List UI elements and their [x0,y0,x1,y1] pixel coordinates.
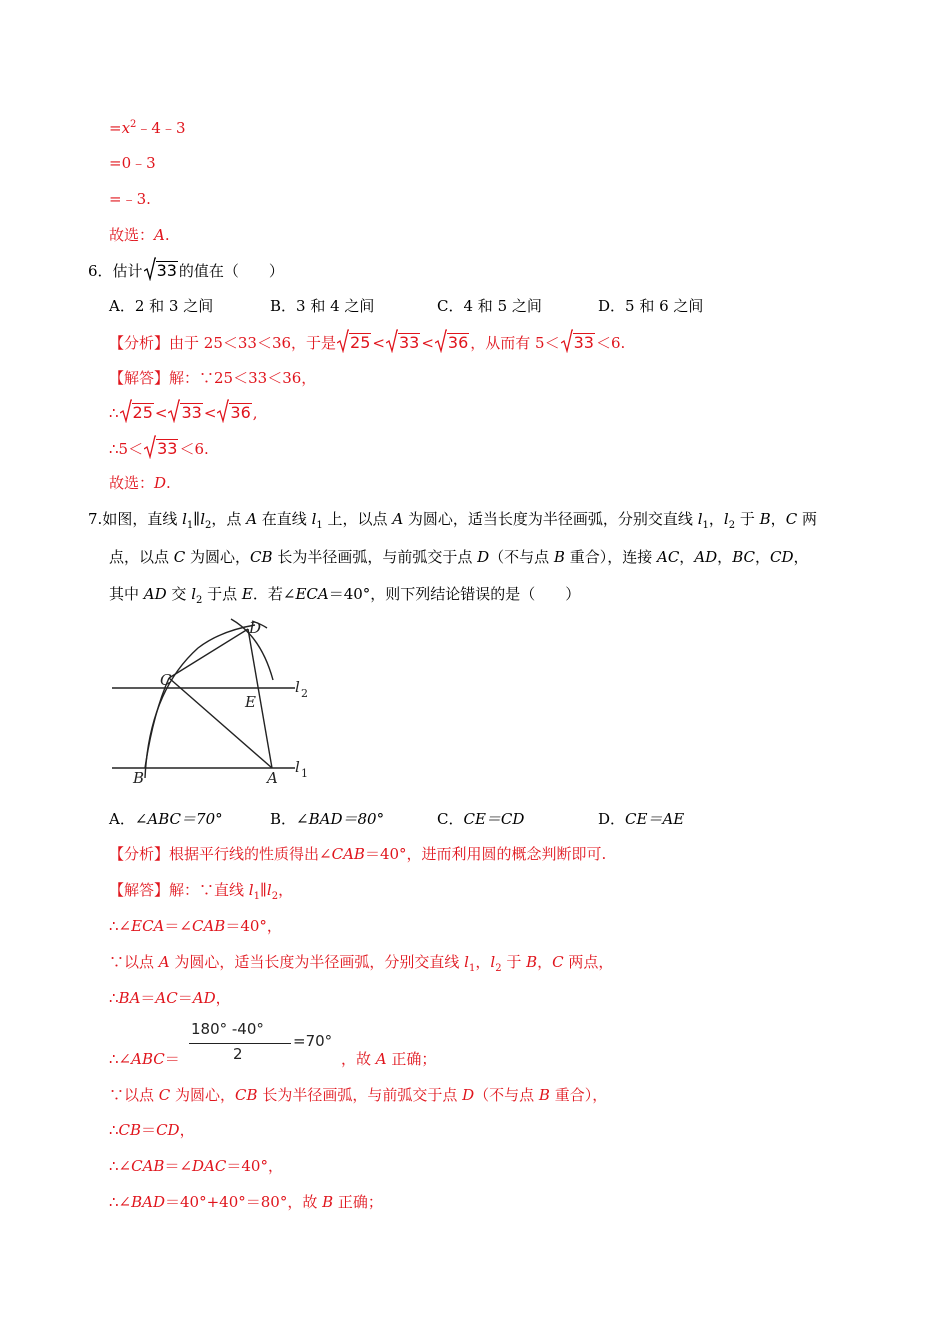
answer-tag: 【解答】 [109,881,170,899]
choice-label: 故选： [109,226,155,244]
var: A [375,1050,387,1068]
text: ， [537,953,553,971]
question-7-stem-line2 [109,547,809,567]
subscript: 1 [468,963,476,974]
var: CB [118,1121,142,1139]
text: ＝ [164,1050,180,1068]
text: 上，以点 [322,510,393,528]
option-text: ∠ABC＝70° [134,810,223,828]
radicand: 33 [573,333,594,352]
var: A [392,510,404,528]
var: D [462,1086,475,1104]
segment-ac [169,678,272,768]
text: 其中 [109,585,144,603]
solution-line [109,118,186,138]
var-l: l [697,510,703,528]
less-than: < [421,334,434,352]
option-text: 4 和 5 之间 [463,297,542,315]
var-l: l [464,953,469,971]
text: 长为半径画弧，与前弧交于点 [272,548,478,566]
var: C [173,548,186,566]
question-number: 6． [88,262,113,280]
solution-line [109,403,258,423]
text: 如图，直线 [102,510,183,528]
text: ＜6. [179,440,209,458]
sqrt-25 [120,403,154,423]
text: ∴ [109,989,119,1007]
sqrt-36 [217,403,251,423]
solution-line [109,1156,283,1176]
radicand: 33 [181,403,202,422]
option-c[interactable] [437,809,524,829]
text: ∵以点 [109,1086,159,1104]
var: ECA [295,585,329,603]
text: ， [793,548,809,566]
text: = [109,119,122,137]
answer-tag: 【解答】 [109,369,170,387]
less-than: < [203,404,217,422]
text: 估计 [112,262,143,280]
subscript: 2 [205,520,212,531]
text: ，从而有 5＜ [470,334,560,352]
question-7-stem-line3 [109,584,580,604]
text: 为圆心，适当长度为半径画弧，分别交直线 [169,953,465,971]
label-d: D [249,619,262,637]
var: CB [235,1086,258,1104]
solution-line [109,439,209,459]
text: 两 [797,510,817,528]
geometry-figure [105,612,325,792]
text: ＝∠ [164,1157,193,1175]
var: C [785,510,798,528]
radicand: 33 [157,439,178,458]
text: 正确； [386,1050,437,1068]
var-l: l [723,510,729,528]
option-text: CE＝AE [625,810,685,828]
option-text: CE＝CD [463,810,525,828]
solution-line [109,988,231,1008]
fraction-bar [189,1043,291,1044]
label-l1: l [295,758,300,776]
var: DAC [192,1157,227,1175]
text: 为圆心，适当长度为半径画弧，分别交直线 [403,510,698,528]
option-label: B． [270,297,297,315]
text: ， [215,989,231,1007]
solution-line [109,916,282,936]
fraction-image [189,1020,333,1068]
var: A [158,953,170,971]
solution-line [109,1120,195,1140]
sqrt-36 [435,333,469,353]
text: ，故 [341,1050,376,1068]
var: A [246,510,258,528]
option-b[interactable] [270,809,384,829]
text: 于点 [202,585,242,603]
option-label: B． [270,810,297,828]
var: B [526,953,538,971]
text: ∵以点 [109,953,159,971]
text: 解：∵25＜33＜36， [169,369,317,387]
text: ＝40°，则下列结论错误的是（ ） [328,585,581,603]
subscript: 2 [196,595,203,606]
option-label: C． [437,810,464,828]
subscript: 1 [316,520,323,531]
text: 解：∵直线 [169,881,249,899]
var-l: l [248,881,254,899]
sqrt-33 [386,333,420,353]
var: BC [732,548,755,566]
option-label: D． [598,810,626,828]
text: 的值在（ ） [178,262,284,280]
option-a[interactable] [109,809,223,829]
segment-cd [169,629,248,678]
choice-line [109,225,170,245]
text: ＝40°，进而利用圆的概念判断即可. [364,845,607,863]
text: 长为半径画弧，与前弧交于点 [257,1086,463,1104]
radicand: 33 [156,261,177,280]
option-label: A． [109,810,135,828]
text: ∴∠ [109,1193,132,1211]
option-d[interactable] [598,296,703,316]
option-text: 3 和 4 之间 [296,297,375,315]
var: CAB [331,845,365,863]
solution-line [109,952,613,972]
less-than: < [154,404,168,422]
option-d[interactable] [598,809,684,829]
label-a: A [267,769,278,787]
text: ＝40°+40°＝80°，故 [165,1193,323,1211]
var: BA [118,989,141,1007]
text: ＝40°， [225,917,282,935]
arc-center-a [145,625,255,778]
therefore: ∴ [109,440,119,458]
solution-line: =0﹣3 [109,154,156,172]
solution-line [109,1085,607,1105]
option-text: ∠BAD＝80° [296,810,385,828]
answer-line [109,880,293,900]
label-l1-sub: 1 [301,767,308,780]
text: 为圆心， [185,548,251,566]
therefore: ∴ [109,404,119,422]
var: B [759,510,771,528]
option-label: D． [598,297,626,315]
radicand: 36 [447,333,469,352]
choice-value: D [154,474,167,492]
sqrt-33 [561,333,595,353]
less-than: < [372,334,385,352]
text: ， [179,1121,195,1139]
fraction-result: =70° [293,1032,333,1050]
text: ＜6. [595,334,626,352]
text: ∴∠ [109,1157,132,1175]
analysis-tag: 【分析】 [109,845,170,863]
text: ＝ [177,989,193,1007]
text: ， [708,510,724,528]
label-l2: l [295,678,300,696]
option-b[interactable] [270,296,374,316]
text: 根据平行线的性质得出∠ [169,845,332,863]
analysis-line [109,844,606,864]
text: ，点 [211,510,247,528]
sqrt-33 [168,403,202,423]
var: CD [156,1121,180,1139]
text: ＝∠ [164,917,192,935]
text: ＝ [140,989,156,1007]
var-l: l [200,510,206,528]
var: ECA [131,917,165,935]
var: ABC [131,1050,165,1068]
text: ， [770,510,786,528]
text: , [252,404,258,422]
text: . [164,226,170,244]
fraction-denominator: 2 [233,1045,243,1063]
var: AD [694,548,718,566]
var: CAB [131,1157,165,1175]
var-l: l [490,953,496,971]
text: ∴∠ [109,1050,132,1068]
var: B [553,548,565,566]
label-e: E [245,693,256,711]
text: 点，以点 [109,548,174,566]
sqrt-25 [337,333,371,353]
radicand: 33 [398,333,420,352]
subscript: 2 [271,891,279,902]
text: 正确； [333,1193,383,1211]
var: C [158,1086,171,1104]
option-text: 2 和 3 之间 [134,297,214,315]
exponent: 2 [130,119,137,130]
var-l: l [182,510,187,528]
var-x: x [121,119,131,137]
var: AC [155,989,178,1007]
text: （不与点 [474,1086,539,1104]
text: 两点， [563,953,614,971]
var: BAD [131,1193,166,1211]
var: C [552,953,564,971]
radicand: 36 [230,403,251,422]
solution-line [109,1049,180,1069]
option-text: 5 和 6 之间 [625,297,704,315]
analysis-line [109,333,625,353]
option-label: C． [437,297,464,315]
subscript: 1 [702,520,709,531]
var: B [538,1086,550,1104]
var: CD [769,548,794,566]
text: ， [475,953,491,971]
text: 于 [735,510,760,528]
question-number: 7. [88,510,103,528]
text: ， [679,548,695,566]
var: AD [143,585,167,603]
choice-label: 故选： [109,474,155,492]
label-c: C [160,671,172,689]
var: E [241,585,253,603]
text: ∴∠ [109,917,132,935]
question-6-stem [88,261,284,281]
sqrt-33 [144,439,178,459]
var-l: l [311,510,317,528]
parallel-symbol: ∥ [193,510,201,528]
text: ＝40°， [226,1157,283,1175]
option-label: A． [109,297,135,315]
text: 于 [501,953,527,971]
text: ∴ [109,1121,119,1139]
fraction-numerator: 180° -40° [191,1020,264,1038]
text: . [166,474,171,492]
text: 重合），连接 [564,548,657,566]
answer-line [109,368,316,388]
text: 由于 25＜33＜36，于是 [169,334,337,352]
var: AC [656,548,680,566]
text: ， [278,881,294,899]
parallel-symbol: ∥ [259,881,267,899]
text: 5＜ [118,440,144,458]
var: D [477,548,490,566]
text: （不与点 [489,548,554,566]
text: ＝ [141,1121,157,1139]
text: ， [754,548,770,566]
radicand: 25 [350,333,371,352]
text: ， [717,548,733,566]
label-b: B [133,769,145,787]
subscript: 2 [728,520,736,531]
analysis-tag: 【分析】 [109,334,170,352]
option-c[interactable] [437,296,542,316]
solution-line: =﹣3. [109,190,151,208]
choice-line [109,473,171,493]
text: ﹣4﹣3 [136,119,186,137]
var: CB [250,548,273,566]
option-a[interactable] [109,296,213,316]
text: 交 [166,585,192,603]
subscript: 2 [495,963,502,974]
var-l: l [191,585,196,603]
var: AD [192,989,216,1007]
var: B [322,1193,334,1211]
choice-value: A [154,226,165,244]
text: 在直线 [257,510,312,528]
solution-line-tail [341,1049,436,1069]
text: ．若∠ [252,585,296,603]
label-l2-sub: 2 [301,687,308,700]
text: 重合）， [549,1086,608,1104]
solution-line [109,1192,383,1212]
sqrt-33 [144,261,178,281]
radicand: 25 [132,403,153,422]
subscript: 1 [253,891,260,902]
var: CAB [191,917,226,935]
subscript: 1 [186,520,194,531]
var-l: l [266,881,272,899]
text: 为圆心， [170,1086,236,1104]
question-7-stem-line1 [88,509,817,529]
